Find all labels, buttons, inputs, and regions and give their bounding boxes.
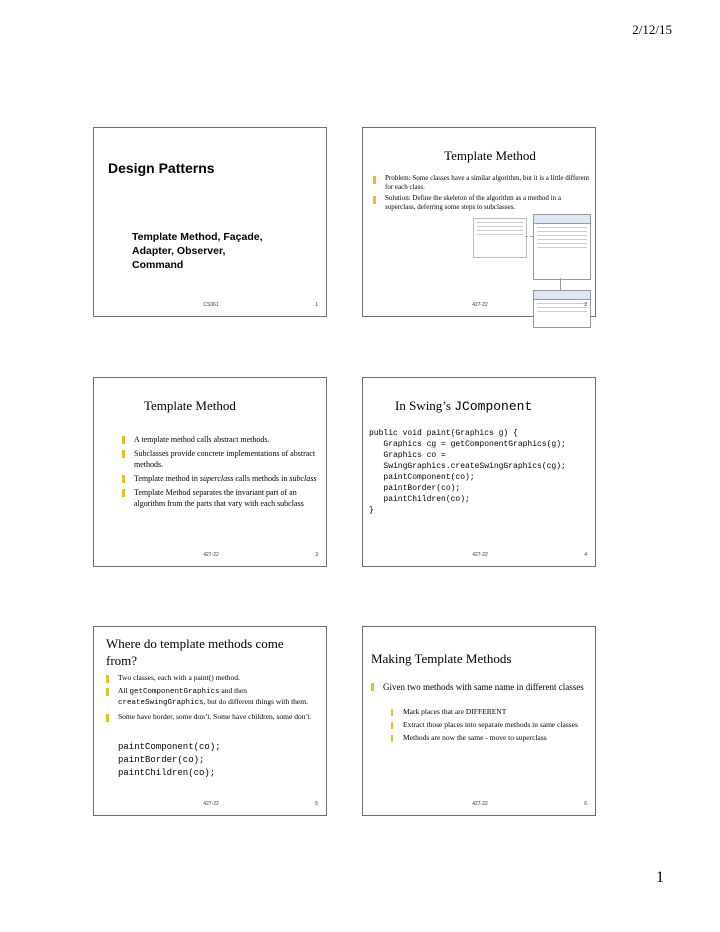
bullet-list — [369, 681, 591, 696]
subtitle-line: Adapter, Observer, — [132, 245, 226, 257]
code-line: public void paint(Graphics g) { — [369, 429, 518, 438]
slide-number: 4 — [584, 552, 587, 558]
uml-diagram — [473, 214, 593, 314]
uml-note-connector — [525, 236, 533, 237]
uml-generalization-line — [560, 278, 561, 290]
uml-note — [473, 218, 527, 258]
slide-6 — [362, 626, 596, 816]
slide-title: Making Template Methods — [371, 651, 512, 666]
slide-title: Template Method — [444, 148, 536, 163]
title-code: JComponent — [454, 399, 533, 414]
bullet-code: getComponentGraphics — [129, 687, 220, 696]
slide-title: Template Method — [144, 398, 236, 413]
code-block — [118, 741, 221, 780]
slide-footer-label: 427-22 — [203, 801, 219, 807]
code-block — [369, 428, 566, 516]
code-line: paintChildren(co); — [118, 768, 216, 778]
title-line: from? — [106, 653, 138, 668]
bullet-text: All — [118, 685, 130, 695]
slide-title — [106, 635, 284, 669]
bullet-text: Template method in — [134, 474, 200, 483]
uml-concrete-class — [533, 290, 591, 328]
code-line: paintComponent(co); — [369, 473, 475, 482]
bullet-item: Solution: Define the skeleton of the algorithm as a method in a superclass, deferring some steps to subclasses. — [371, 194, 591, 211]
bullet-text: calls methods in — [233, 474, 290, 483]
bullet-item — [104, 686, 324, 709]
subtitle-line: Template Method, Façade, — [132, 231, 263, 243]
slide-footer-label: CS361 — [203, 302, 219, 308]
slide-subtitle — [132, 230, 263, 272]
slide-2 — [362, 127, 596, 317]
bullet-item: Two classes, each with a paint() method. — [104, 673, 324, 683]
slide-footer-label: 427-22 — [472, 302, 488, 308]
bullet-item: Given two methods with same name in different classes — [369, 681, 591, 693]
code-line: } — [369, 506, 374, 515]
slide-footer-label: 427-22 — [472, 801, 488, 807]
sub-bullet-item: Extract those places into separate methods in same classes — [389, 720, 589, 730]
bullet-emphasis: superclass — [199, 474, 234, 483]
code-line: SwingGraphics.createSwingGraphics(cg); — [369, 462, 566, 471]
bullet-list — [120, 434, 320, 512]
slide-number: 1 — [315, 302, 318, 308]
title-text: In Swing’s — [395, 398, 455, 413]
bullet-item — [120, 473, 320, 484]
bullet-item: Subclasses provide concrete implementations of abstract methods. — [120, 448, 320, 470]
slide-3 — [93, 377, 327, 567]
sub-bullet-item: Methods are now the same - move to superclass — [389, 733, 589, 743]
bullet-text: and then — [219, 685, 247, 695]
code-line: paintBorder(co); — [118, 755, 205, 765]
slide-4 — [362, 377, 596, 567]
slide-number: 3 — [315, 552, 318, 558]
sub-bullet-item: Mark places that are DIFFERENT — [389, 707, 589, 717]
slide-title: Design Patterns — [108, 160, 215, 176]
bullet-text: , but do different things with them. — [203, 697, 308, 706]
uml-abstract-class — [533, 214, 591, 280]
code-line: paintChildren(co); — [369, 495, 470, 504]
title-line: Where do template methods come — [106, 636, 284, 651]
sub-bullet-list — [389, 707, 589, 746]
bullet-list — [371, 174, 591, 214]
bullet-list — [104, 673, 324, 724]
slide-title — [395, 398, 532, 414]
code-line: paintBorder(co); — [369, 484, 461, 493]
bullet-item: Some have border, some don’t. Some have children, some don’t. — [104, 712, 324, 722]
bullet-item: Problem: Some classes have a similar algorithm, but it is a little different for each class. — [371, 174, 591, 191]
slide-footer-label: 427-22 — [472, 552, 488, 558]
code-line: Graphics co = — [369, 451, 446, 460]
bullet-emphasis: subclass — [289, 474, 317, 483]
bullet-item: A template method calls abstract methods. — [120, 434, 320, 445]
code-line: Graphics cg = getComponentGraphics(g); — [369, 440, 566, 449]
bullet-item: Template Method separates the invariant part of an algorithm from the parts that vary with each subclass — [120, 487, 320, 509]
slide-number: 6 — [584, 801, 587, 807]
slide-1 — [93, 127, 327, 317]
bullet-code: createSwingGraphics — [118, 699, 204, 707]
slide-number: 2 — [584, 302, 587, 308]
page-number: 1 — [656, 869, 664, 886]
subtitle-line: Command — [132, 259, 184, 271]
slide-number: 5 — [315, 801, 318, 807]
code-line: paintComponent(co); — [118, 742, 221, 752]
slide-footer-label: 427-22 — [203, 552, 219, 558]
page-date: 2/12/15 — [632, 22, 672, 37]
slide-5 — [93, 626, 327, 816]
